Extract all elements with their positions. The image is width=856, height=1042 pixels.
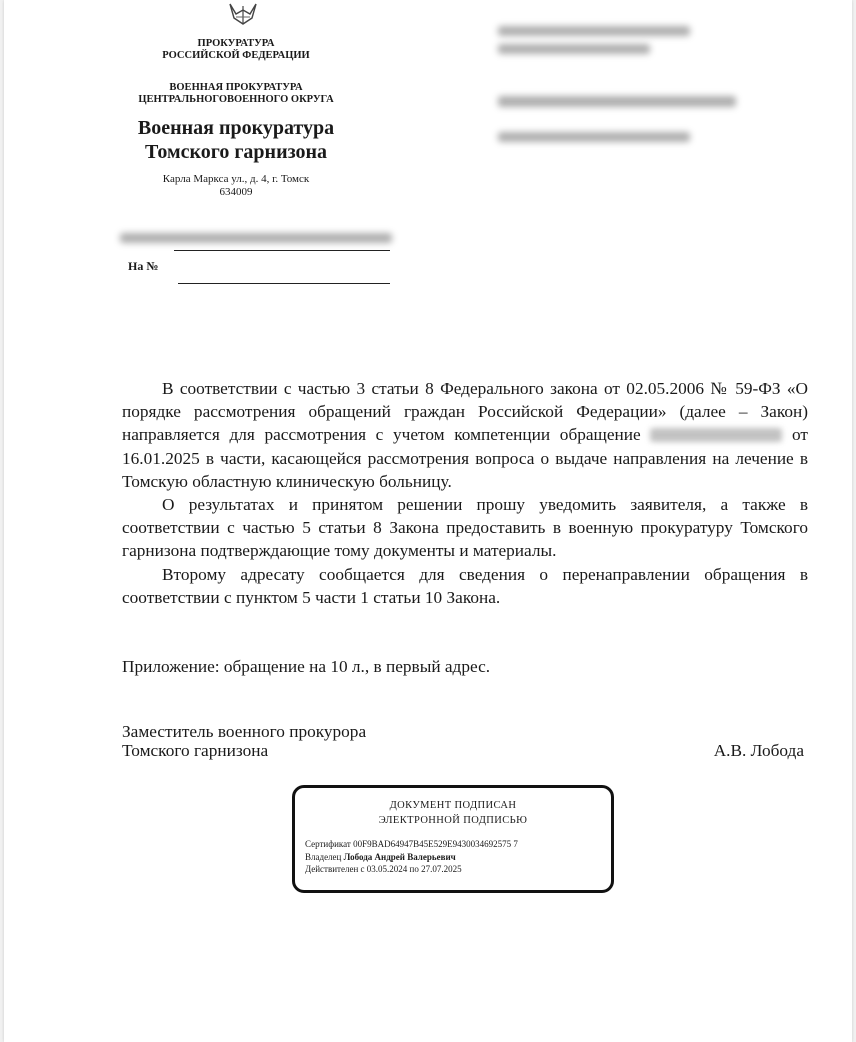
redacted-addressee-line	[498, 96, 736, 107]
stamp-prefix: с	[360, 863, 365, 874]
organization-address	[116, 173, 356, 199]
stamp-title-line: ДОКУМЕНТ ПОДПИСАН	[389, 800, 517, 811]
electronic-signature-stamp	[292, 785, 614, 893]
coat-of-arms-emblem	[226, 0, 260, 26]
attachment-note: Приложение: обращение на 10 л., в первый адрес.	[122, 657, 491, 676]
header-line: РОССИЙСКОЙ ФЕДЕРАЦИИ	[162, 50, 310, 62]
ref-number-underline	[178, 283, 390, 284]
stamp-value: 03.05.2024	[366, 863, 408, 874]
body-paragraph: О результатах и принятом решении прошу уведомить заявителя, а также в соответствии с частью 5 статьи 8 Закона предоставить в военную прокуратуру Томского гарнизона подтверждающие тому документы и материалы.	[122, 495, 808, 561]
header-line: ЦЕНТРАЛЬНОГОВОЕННОГО ОКРУГА	[138, 94, 334, 106]
stamp-prefix: по	[409, 863, 419, 874]
paragraph-text: В соответствии с частью 3 статьи 8 Федерального закона от 02.05.2006 № 59-ФЗ «О порядке рассмотрения обращений граждан Российской Федерации» (далее – Закон) направляется для рассмотрения с учетом компетенции обращение	[122, 379, 808, 445]
stamp-value: Лобода Андрей Валерьевич	[343, 851, 456, 862]
stamp-validity	[305, 863, 611, 875]
redacted-outgoing-number	[120, 233, 392, 243]
redacted-addressee-line	[498, 26, 690, 36]
organization-title	[116, 116, 356, 164]
letter-body	[122, 377, 808, 609]
body-paragraph	[122, 377, 808, 493]
stamp-value: 27.07.2025	[421, 863, 462, 874]
stamp-label: Сертификат	[305, 839, 351, 850]
address-line: Карла Маркса ул., д. 4, г. Томск	[162, 173, 310, 185]
header-military-prokuratura	[116, 82, 356, 106]
title-line: Томского гарнизона	[144, 141, 328, 163]
header-prokuratura	[116, 38, 356, 62]
signatory-name: А.В. Лобода	[713, 741, 804, 760]
position-line: Томского гарнизона	[122, 741, 269, 760]
position-line: Заместитель военного прокурора	[122, 722, 367, 741]
stamp-certificate	[305, 838, 611, 850]
stamp-label: Действителен	[305, 863, 359, 874]
stamp-title	[295, 798, 611, 828]
document-page	[4, 0, 852, 1042]
paragraph-text: от 16.01.2025 в части, касающейся рассмотрения вопроса о выдаче направления на лечение в Томскую областную клиническую больницу.	[122, 425, 808, 491]
body-paragraph: Второму адресату сообщается для сведения о перенаправлении обращения в соответствии с пунктом 5 части 1 статьи 10 Закона.	[122, 564, 808, 607]
title-line: Военная прокуратура	[137, 117, 335, 139]
signatory-position	[122, 722, 366, 760]
header-line: ВОЕННАЯ ПРОКУРАТУРА	[169, 82, 303, 93]
redacted-addressee-line	[498, 132, 690, 142]
address-line: 634009	[219, 186, 253, 199]
redacted-applicant-name	[650, 428, 782, 442]
outgoing-number-underline	[174, 250, 390, 251]
stamp-label: Владелец	[305, 851, 342, 862]
header-line: ПРОКУРАТУРА	[197, 38, 275, 49]
redacted-addressee-line	[498, 44, 650, 54]
stamp-title-line: ЭЛЕКТРОННОЙ ПОДПИСЬЮ	[378, 815, 528, 827]
ref-number-label: На №	[128, 259, 159, 273]
stamp-owner	[305, 851, 611, 863]
stamp-value: 00F9BAD64947B45E529E9430034692575 7	[353, 839, 518, 850]
